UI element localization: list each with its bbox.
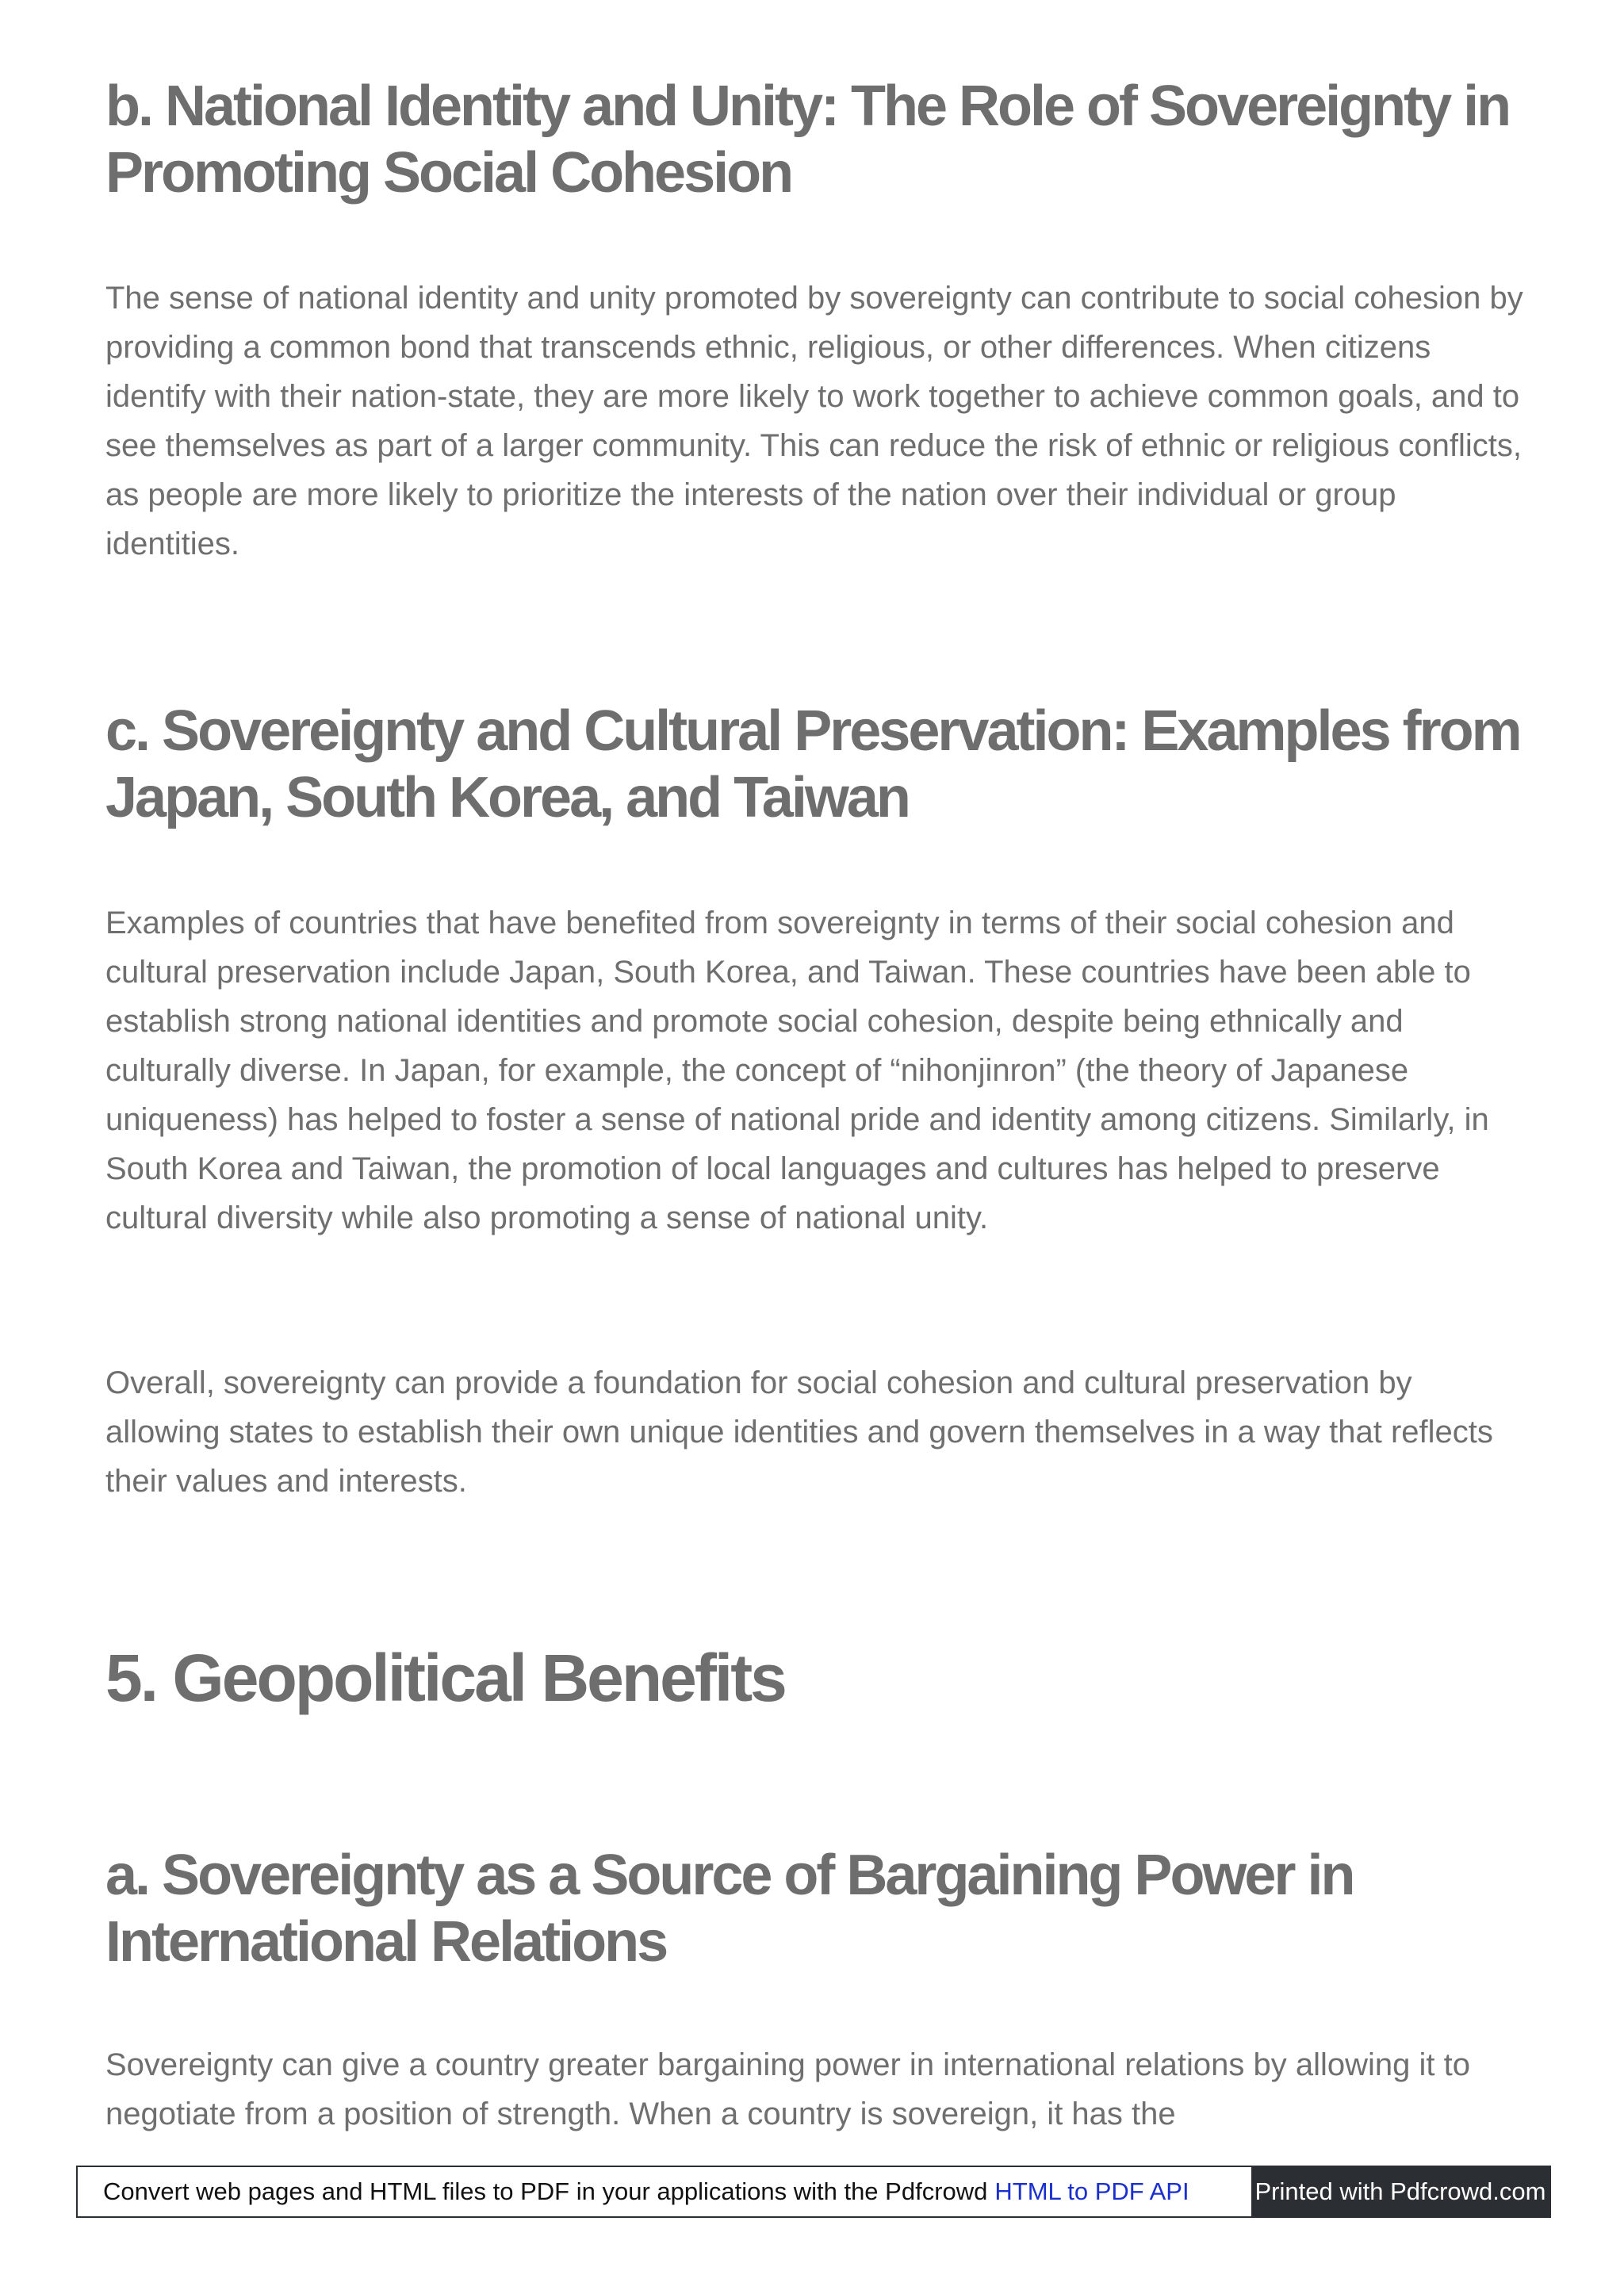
section-heading-cultural-preservation: c. Sovereignty and Cultural Preservation: Examples from Japan, South Korea, and Taiwan bbox=[105, 699, 1520, 829]
footer-promo-text: Convert web pages and HTML files to PDF in your applications with the Pdfcrowd bbox=[103, 2177, 988, 2205]
pdfcrowd-footer bbox=[76, 2166, 1551, 2218]
paragraph-cultural-examples: Examples of countries that have benefited from sovereignty in terms of their social cohesion and cultural preservation include Japan, South Korea, and Taiwan. These countries have been able to establish strong national identities and promote social cohesion, despite being ethnically and culturally diverse. In Japan, for example, the concept of “nihonjinron” (the theory of Japanese uniqueness) has helped to foster a sense of national pride and identity among citizens. Similarly, in South Korea and Taiwan, the promotion of local languages and cultures has helped to preserve cultural diversity while also promoting a sense of national unity. bbox=[105, 906, 1489, 1235]
printed-with-pdfcrowd-badge[interactable] bbox=[1251, 2167, 1549, 2216]
paragraph-cultural-overall: Overall, sovereignty can provide a foundation for social cohesion and cultural preservation by allowing states to establish their own unique identities and govern themselves in a way that reflects their values and interests. bbox=[105, 1365, 1493, 1499]
paragraph-national-identity: The sense of national identity and unity promoted by sovereignty can contribute to social cohesion by providing a common bond that transcends ethnic, religious, or other differences. When citizens identify with their nation-state, they are more likely to work together to achieve common goals, and to see themselves as part of a larger community. This can reduce the risk of ethnic or religious conflicts, as people are more likely to prioritize the interests of the nation over their individual or group identities. bbox=[105, 281, 1523, 561]
section-heading-national-identity: b. National Identity and Unity: The Role of Sovereignty in Promoting Social Cohesion bbox=[105, 75, 1510, 205]
section-heading-geopolitical-benefits: 5. Geopolitical Benefits bbox=[105, 1641, 785, 1715]
section-heading-bargaining-power: a. Sovereignty as a Source of Bargaining Power in International Relations bbox=[105, 1844, 1354, 1974]
html-to-pdf-api-link[interactable]: HTML to PDF API bbox=[994, 2177, 1189, 2205]
paragraph-bargaining-power: Sovereignty can give a country greater bargaining power in international relations by allowing it to negotiate from a position of strength. When a country is sovereign, it has the bbox=[105, 2047, 1470, 2131]
footer-promo bbox=[78, 2167, 1251, 2216]
printed-label: Printed with Pdfcrowd.com bbox=[1254, 2177, 1546, 2205]
